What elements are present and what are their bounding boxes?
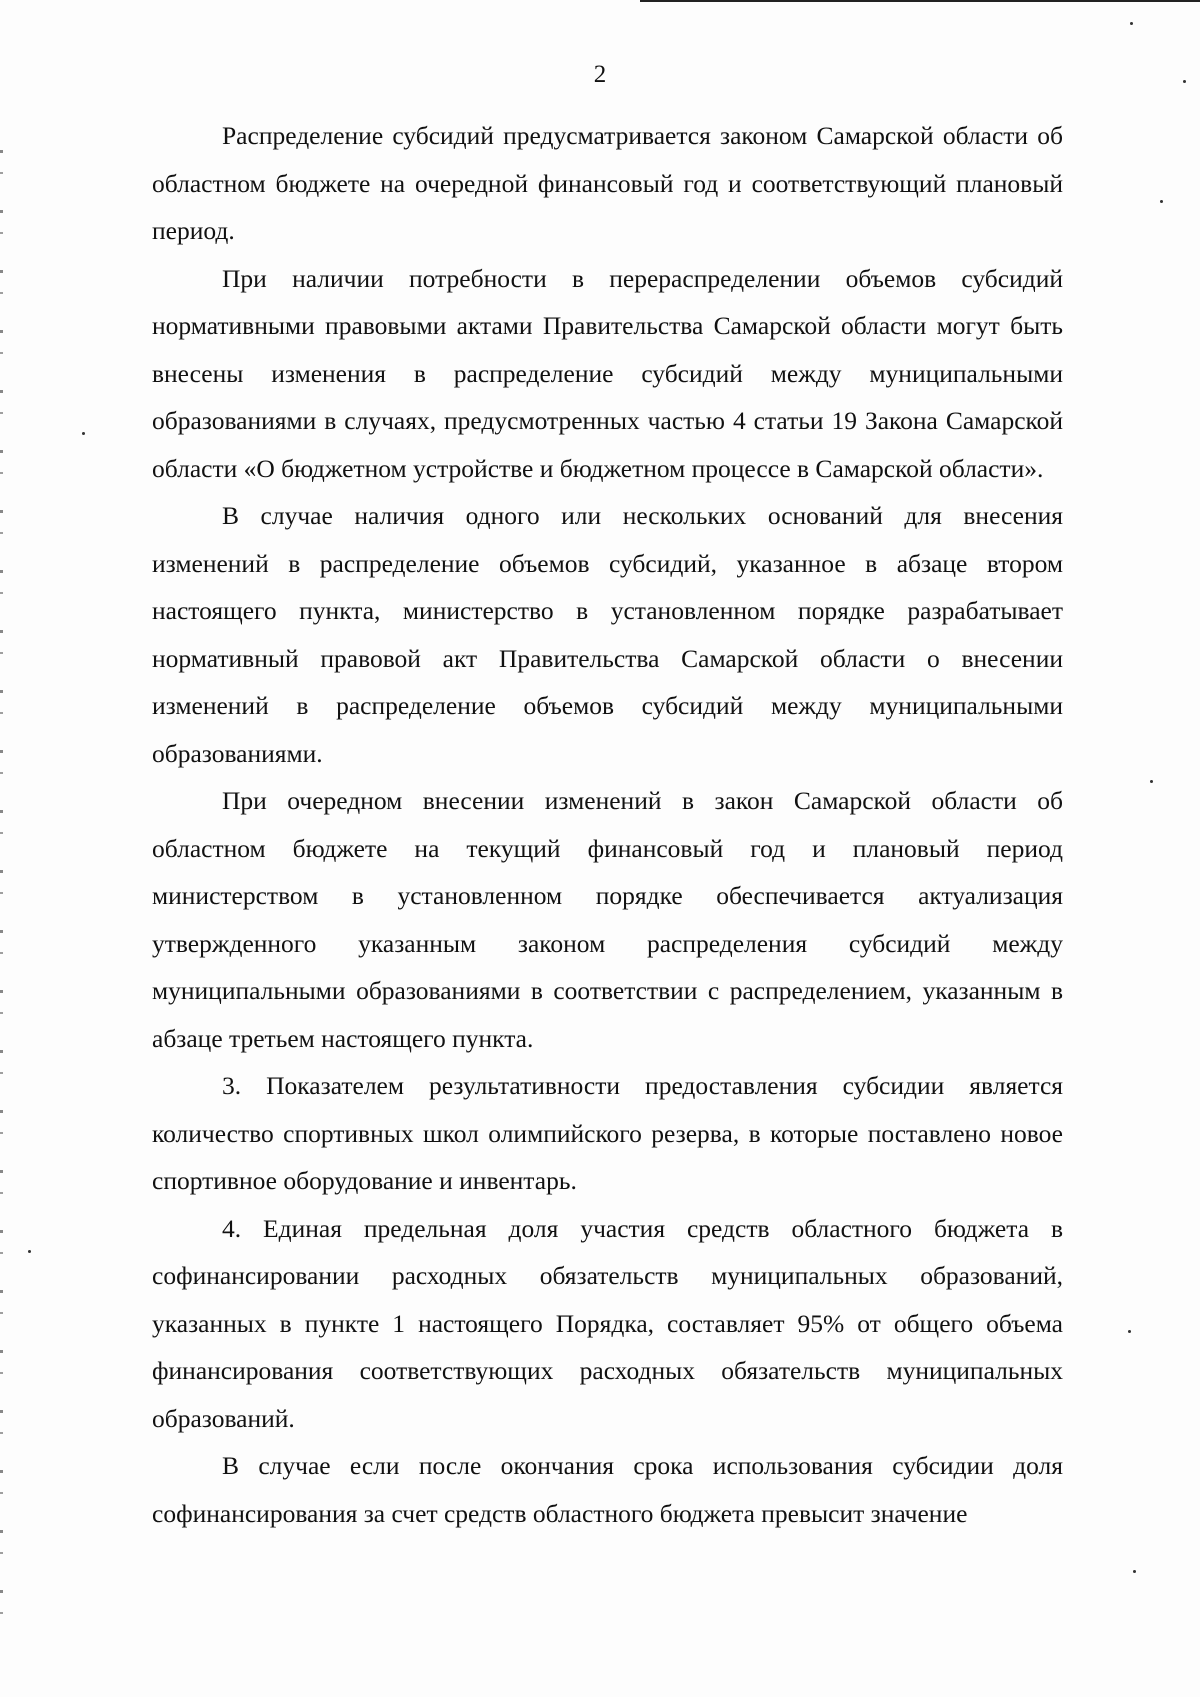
- scan-speck: [1160, 200, 1163, 203]
- scan-speck: [82, 432, 85, 435]
- scan-speck: [1130, 22, 1133, 25]
- paragraph-excess-cofinancing: В случае если после окончания срока использования субсидии доля софинансирования за счет средств областного бюджета превысит значение: [152, 1451, 1063, 1528]
- scan-speck: [1128, 1330, 1131, 1333]
- scan-top-rule: [640, 0, 1200, 2]
- paragraph-grounds-for-changes: В случае наличия одного или нескольких оснований для внесения изменений в распределение объемов субсидий, указанное в абзаце втором настоящего пункта, министерство в установленном порядке разрабатывает нормативный правовой акт Правительства Самарской области о внесении изменений в распределение объемов субсидий между муниципальными образованиями.: [152, 501, 1063, 768]
- paragraph-subsidy-distribution: Распределение субсидий предусматривается законом Самарской области об областном бюджете на очередной финансовый год и соответствующий плановый период.: [152, 121, 1063, 245]
- scan-speck: [1150, 780, 1153, 783]
- paragraph-performance-indicator: 3. Показателем результативности предоставления субсидии является количество спортивных школ олимпийского резерва, в которые поставлено новое спортивное оборудование и инвентарь.: [152, 1071, 1063, 1195]
- scan-speck: [28, 1250, 31, 1253]
- document-body: [152, 112, 1063, 1537]
- paragraph-budget-law-amendment: При очередном внесении изменений в закон Самарской области об областном бюджете на текущий финансовый год и плановый период министерством в установленном порядке обеспечивается актуализация утвержденного указанным законом распределения субсидий между муниципальными образованиями в соответствии с распределением, указанным в абзаце третьем настоящего пункта.: [152, 786, 1063, 1053]
- scan-left-edge: [0, 150, 3, 1650]
- paragraph-cofinancing-share: 4. Единая предельная доля участия средств областного бюджета в софинансировании расходных обязательств муниципальных образований, указанных в пункте 1 настоящего Порядка, составляет 95% от общего объема финансирования соответствующих расходных обязательств муниципальных образований.: [152, 1213, 1063, 1433]
- page-number: 2: [593, 61, 607, 88]
- scan-speck: [1133, 1570, 1136, 1573]
- paragraph-redistribution: При наличии потребности в перераспределении объемов субсидий нормативными правовыми актами Правительства Самарской области могут быть внесены изменения в распределение субсидий между муниципальными образованиями в случаях, предусмотренных частью 4 статьи 19 Закона Самарской области «О бюджетном устройстве и бюджетном процессе в Самарской области».: [152, 263, 1063, 483]
